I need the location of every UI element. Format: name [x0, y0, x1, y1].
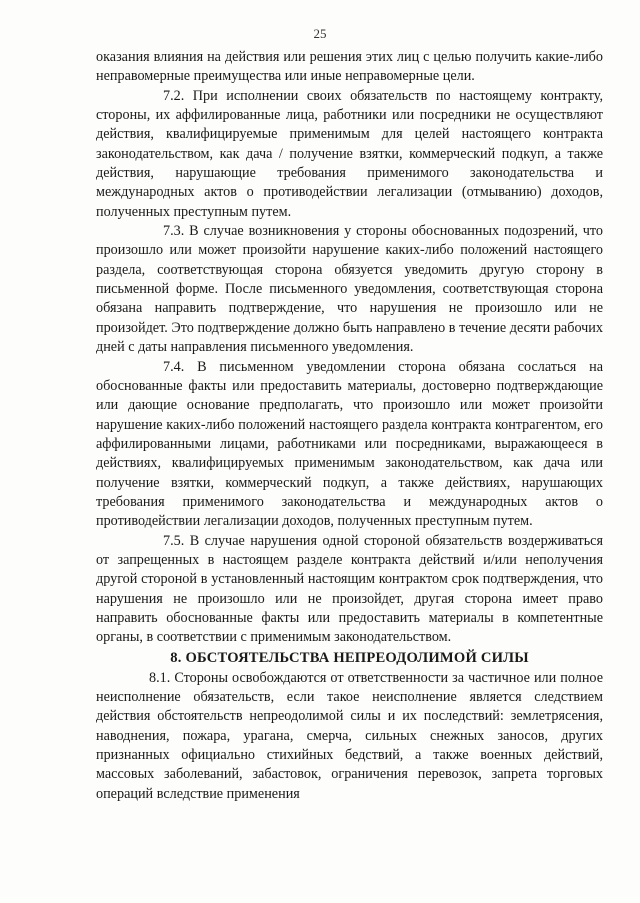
paragraph-continuation: оказания влияния на действия или решения этих лиц с целью получить какие-либо неправомерные преимущества или иные неправомерные цели.	[96, 49, 603, 85]
paragraph-7-3: 7.3. В случае возникновения у стороны обоснованных подозрений, что произошло или может произойти нарушение каких-либо положений настоящего раздела, соответствующая сторона обязуется уведомить другую сторону в письменной форме. После письменного уведомления, соответствующая сторона обязана направить подтверждение, что нарушения не произошло или не произойдет. Это подтверждение должно быть направлено в течение десяти рабочих дней с даты направления письменного уведомления.	[96, 223, 603, 356]
page-number: 25	[313, 26, 327, 41]
paragraph-7-4: 7.4. В письменном уведомлении сторона обязана сослаться на обоснованные факты или предоставить материалы, достоверно подтверждающие или дающие основание предполагать, что произошло или может произойти нарушение каких-либо положений настоящего раздела контракта контрагентом, его аффилированными лицами, работниками или посредниками, выражающееся в действиях, квалифицируемых применимым законодательством, как дача или получение взятки, коммерческий подкуп, а также действиях, нарушающих требования применимого законодательства и международных актов о противодействии легализации доходов, полученных преступным путем.	[96, 358, 603, 530]
section-8-heading: 8. ОБСТОЯТЕЛЬСТВА НЕПРЕОДОЛИМОЙ СИЛЫ	[170, 649, 529, 666]
document-body	[96, 48, 603, 804]
paragraph-8-1: 8.1. Стороны освобождаются от ответственности за частичное или полное неисполнение обязательств, если такое неисполнение является следствием действия обстоятельств непреодолимой силы и их последствий: землетрясения, наводнения, пожара, урагана, смерча, сильных снежных заносов, других признанных официально стихийных бедствий, а также военных действий, массовых заболеваний, забастовок, ограничения перевозок, запрета торговых операций вследствие применения	[96, 669, 603, 802]
paragraph-7-5: 7.5. В случае нарушения одной стороной обязательств воздерживаться от запрещенных в настоящем разделе контракта действий и/или неполучения другой стороной в установленный настоящим контрактом срок подтверждения, что нарушения не произошло или не произойдет, другая сторона имеет право направить обоснованные факты или предоставить материалы в компетентные органы, в соответствии с применимым законодательством.	[96, 532, 603, 646]
paragraph-7-2: 7.2. При исполнении своих обязательств по настоящему контракту, стороны, их аффилированные лица, работники или посредники не осуществляют действия, квалифицируемые применимым для целей настоящего контракта законодательством, как дача / получение взятки, коммерческий подкуп, а также действия, нарушающие требования применимого законодательства и международных актов о противодействии легализации (отмыванию) доходов, полученных преступным путем.	[96, 87, 603, 220]
